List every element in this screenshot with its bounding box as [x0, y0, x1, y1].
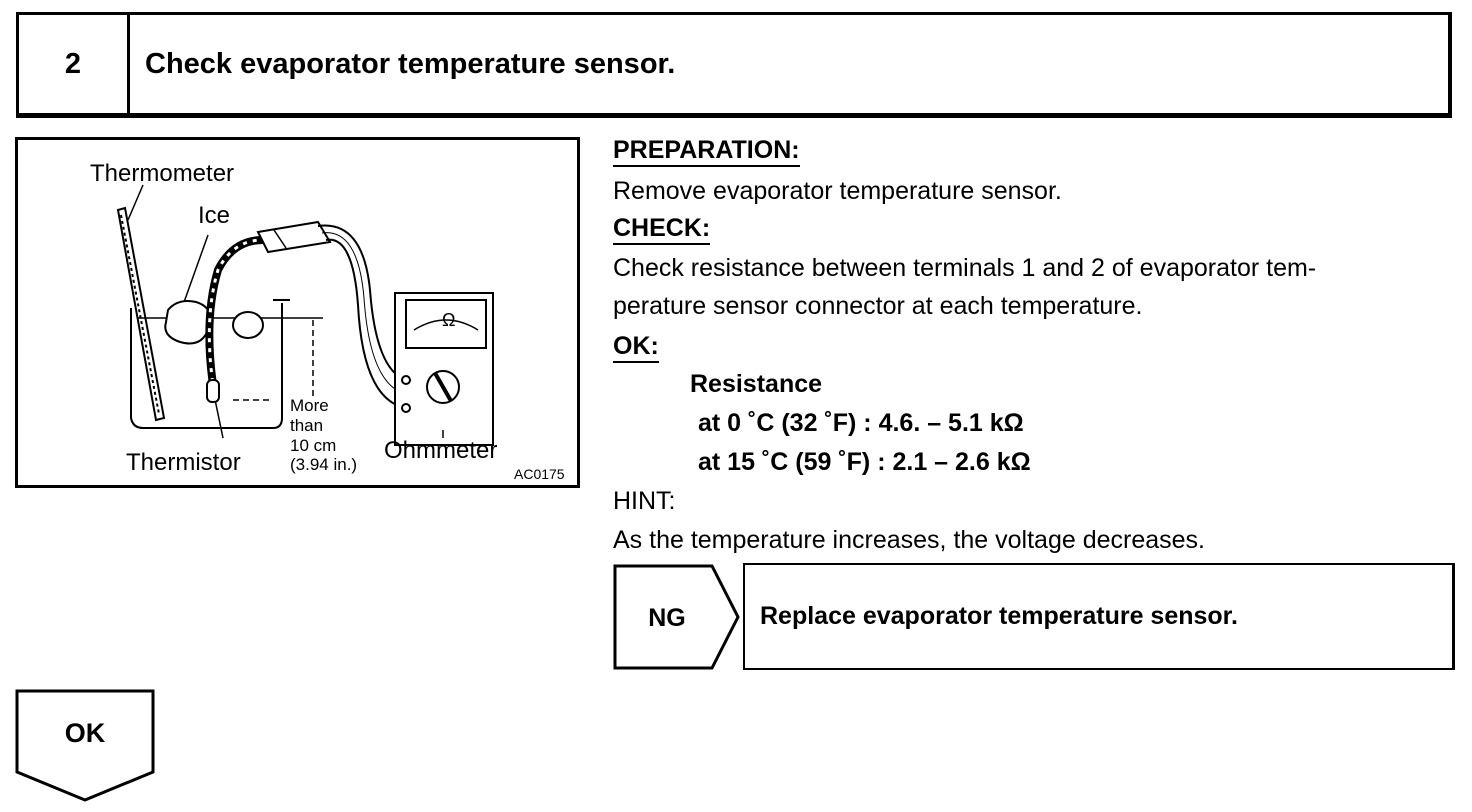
step-number: 2 [19, 15, 130, 113]
thermometer-label: Thermometer [90, 160, 235, 187]
ohm-symbol: Ω [442, 310, 456, 330]
distance-cm: 10 cm [290, 436, 337, 455]
ng-action-box [743, 563, 1455, 670]
step-title: Check evaporator temperature sensor. [145, 47, 676, 80]
distance-inches: (3.94 in.) [290, 455, 358, 474]
distance-than: than [290, 416, 324, 435]
ice-cube-small [233, 312, 263, 338]
spec-0c: at 0 ˚C (32 ˚F) : 4.6. – 5.1 kΩ [698, 409, 1024, 437]
ice-label: Ice [198, 202, 231, 229]
distance-more: More [290, 396, 329, 415]
ohmmeter-label: Ohmmeter [384, 437, 498, 464]
step-header [16, 12, 1452, 118]
hint-heading: HINT: [613, 487, 676, 515]
figure-code: AC0175 [514, 466, 565, 482]
resistance-label: Resistance [690, 370, 823, 398]
check-text-line-1: Check resistance between terminals 1 and 2 of evaporator tem- [613, 254, 1317, 282]
thermistor-probe [207, 380, 219, 402]
test-setup-illustration [15, 137, 580, 488]
ok-label: OK [64, 717, 106, 748]
preparation-heading: PREPARATION: [613, 138, 800, 167]
ng-action-text: Replace evaporator temperature sensor. [760, 602, 1238, 630]
spec-15c: at 15 ˚C (59 ˚F) : 2.1 – 2.6 kΩ [698, 448, 1031, 476]
check-heading: CHECK: [613, 216, 710, 245]
ice-cube [165, 301, 210, 344]
hint-text: As the temperature increases, the voltage decreases. [613, 526, 1205, 554]
ng-label: NG [648, 603, 686, 632]
preparation-text: Remove evaporator temperature sensor. [613, 177, 1062, 205]
ok-heading: OK: [613, 334, 659, 363]
thermistor-label: Thermistor [126, 449, 241, 476]
check-text-line-2: perature sensor connector at each temperature. [613, 292, 1143, 320]
